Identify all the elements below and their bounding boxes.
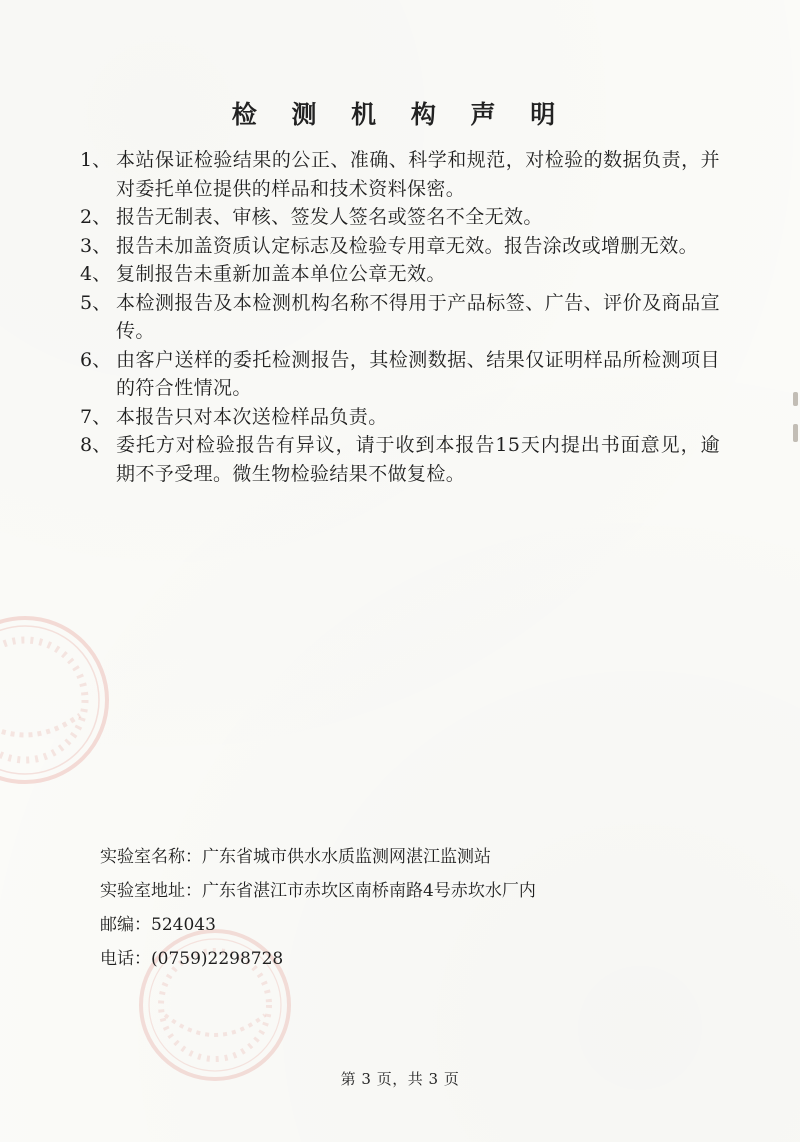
clause-number: 4、 [80,263,112,285]
clause-item [80,146,720,203]
document-title: 检 测 机 构 声 明 [231,99,569,129]
clause-item [80,403,720,432]
clause-number: 5、 [80,291,112,314]
clause-item [80,289,720,346]
clause-item [80,260,720,289]
clause-text: 委托方对检验报告有异议，请于收到本报告15天内提出书面意见，逾期不予受理。微生物检验结果不做复检。 [116,434,720,485]
lab-address: 实验室地址：广东省湛江市赤坎区南桥南路4号赤坎水厂内 [100,881,536,901]
scan-edge-mark [793,424,798,442]
page-number-footer: 第 3 页，共 3 页 [340,1070,460,1088]
clause-number: 7、 [80,405,112,428]
clause-item [80,232,720,261]
clause-number: 2、 [80,206,112,228]
clause-number: 6、 [80,348,112,371]
clause-item [80,346,720,403]
lab-contact-info [100,840,700,976]
clause-text: 报告无制表、审核、签发人签名或签名不全无效。 [116,206,543,228]
clause-number: 1、 [80,149,112,171]
clause-text: 报告未加盖资质认定标志及检验专用章无效。报告涂改或增删无效。 [116,234,699,257]
scan-edge-mark [793,392,798,406]
clause-item [80,203,720,232]
lab-name: 实验室名称：广东省城市供水水质监测网湛江监测站 [100,847,491,867]
clause-item [80,431,720,488]
declaration-clause-list [80,146,720,488]
official-seal-stamp-top [0,605,120,795]
clause-text: 复制报告未重新加盖本单位公章无效。 [116,263,446,285]
clause-text: 本站保证检验结果的公正、准确、科学和规范，对检验的数据负责，并对委托单位提供的样品和技术资料保密。 [116,149,720,200]
clause-number: 8、 [80,434,112,456]
phone-number: 电话：(0759)2298728 [100,949,284,969]
clause-text: 本检测报告及本检测机构名称不得用于产品标签、广告、评价及商品宣传。 [116,291,720,342]
clause-number: 3、 [80,234,112,257]
clause-text: 由客户送样的委托检测报告，其检测数据、结果仅证明样品所检测项目的符合性情况。 [116,348,720,399]
postcode: 邮编：524043 [100,915,216,935]
clause-text: 本报告只对本次送检样品负责。 [116,405,388,428]
